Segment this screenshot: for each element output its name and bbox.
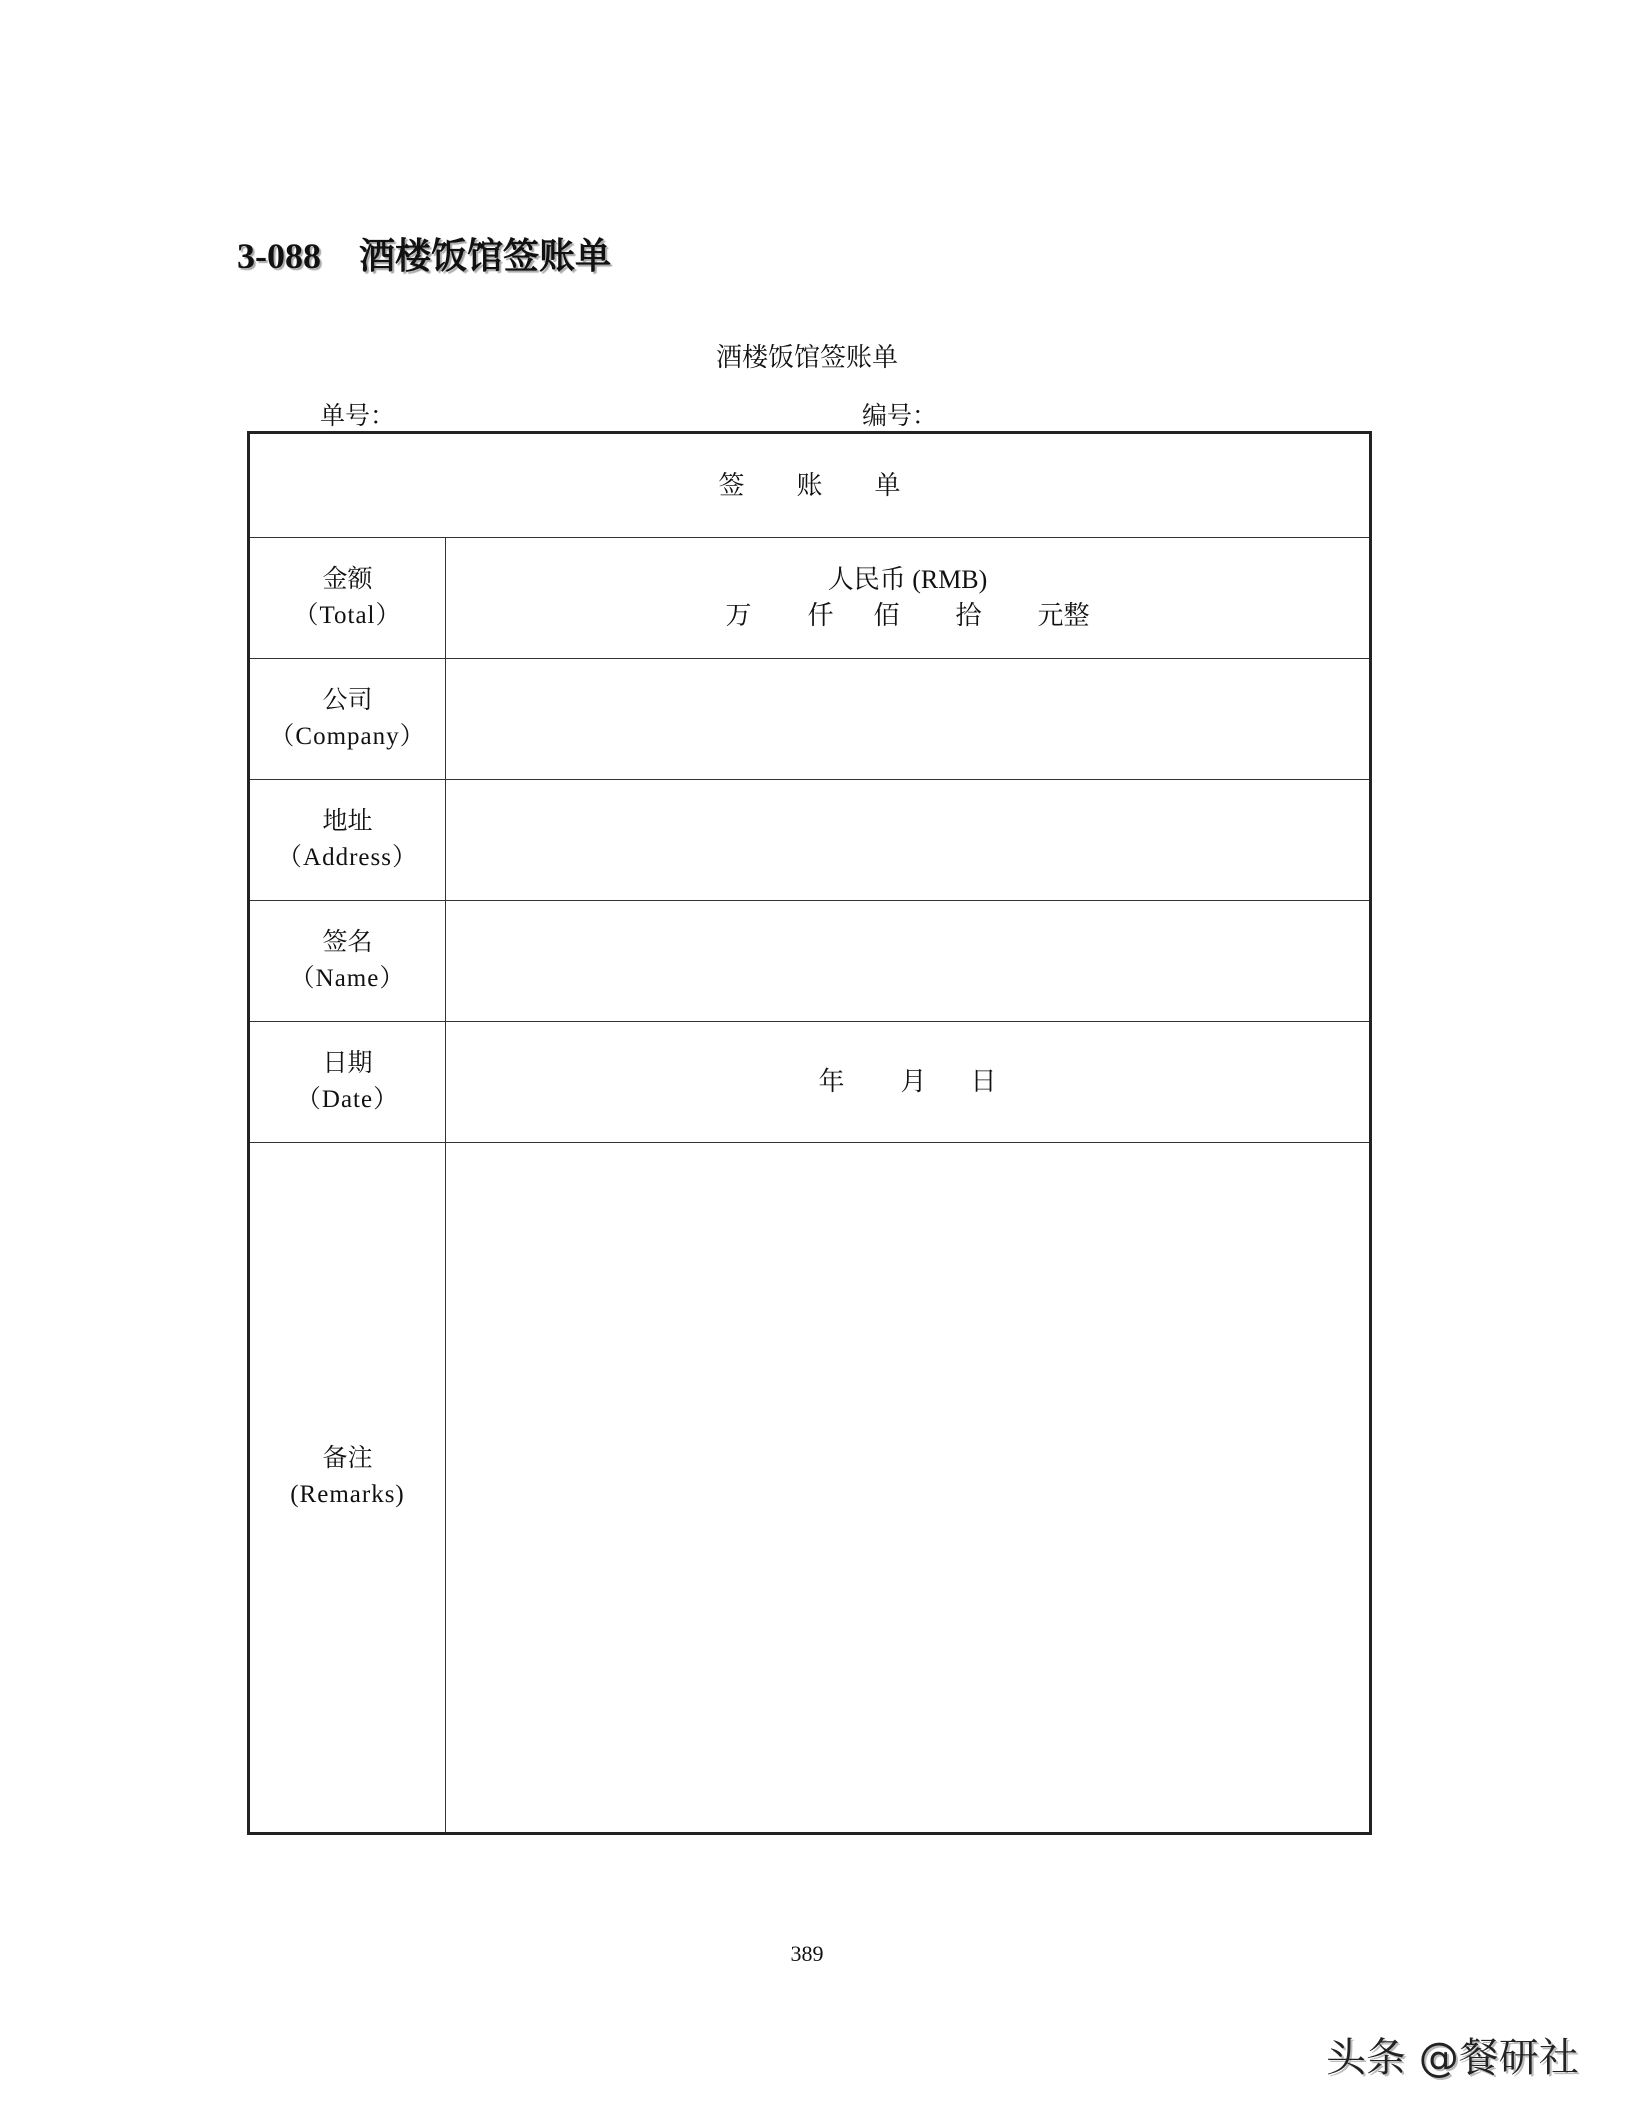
label-en: （Name） bbox=[289, 965, 406, 992]
row-divider bbox=[250, 537, 1369, 538]
section-number: 3-088 bbox=[237, 236, 321, 276]
label-cn: 金额 bbox=[322, 566, 373, 593]
label-name bbox=[250, 925, 445, 997]
label-company bbox=[250, 683, 445, 755]
form-title: 酒楼饭馆签账单 bbox=[715, 343, 898, 373]
label-en: (Remarks) bbox=[290, 1481, 405, 1508]
label-cn: 备注 bbox=[322, 1445, 373, 1472]
label-cn: 地址 bbox=[322, 808, 373, 835]
label-cn: 公司 bbox=[322, 687, 373, 714]
unit-wan: 万 bbox=[725, 601, 752, 630]
section-heading bbox=[237, 228, 611, 279]
label-cn: 签名 bbox=[322, 929, 373, 956]
label-cn: 日期 bbox=[322, 1050, 373, 1077]
date-year: 年 bbox=[818, 1067, 845, 1096]
header-char: 单 bbox=[874, 471, 901, 500]
label-en: （Address） bbox=[277, 844, 418, 871]
header-char: 签 bbox=[718, 471, 745, 500]
company-field[interactable] bbox=[446, 659, 1369, 779]
label-total bbox=[250, 562, 445, 634]
row-divider bbox=[250, 1021, 1369, 1022]
unit-bai: 佰 bbox=[873, 601, 900, 630]
label-remarks bbox=[250, 1441, 445, 1513]
label-date bbox=[250, 1046, 445, 1118]
name-field[interactable] bbox=[446, 901, 1369, 1021]
header-char: 账 bbox=[796, 471, 823, 500]
table-header bbox=[250, 434, 1369, 537]
label-en: （Company） bbox=[269, 723, 426, 750]
address-field[interactable] bbox=[446, 780, 1369, 900]
section-title: 酒楼饭馆签账单 bbox=[359, 236, 612, 276]
remarks-field[interactable] bbox=[446, 1143, 1369, 1832]
watermark: 头条 @餐研社 bbox=[1326, 2035, 1579, 2081]
label-en: （Date） bbox=[295, 1086, 400, 1113]
unit-shi: 拾 bbox=[955, 601, 982, 630]
page-number: 389 bbox=[790, 1941, 824, 1966]
label-en: （Total） bbox=[293, 602, 402, 629]
serial-number-label: 编号： bbox=[862, 403, 938, 430]
unit-qian: 仟 bbox=[807, 601, 834, 630]
date-day: 日 bbox=[970, 1067, 997, 1096]
label-address bbox=[250, 804, 445, 876]
amount-field[interactable] bbox=[446, 562, 1369, 634]
currency-label: 人民币 (RMB) bbox=[827, 565, 988, 594]
bill-table bbox=[247, 431, 1372, 1835]
amount-units bbox=[446, 598, 1369, 634]
unit-yuan: 元整 bbox=[1037, 601, 1090, 630]
date-month: 月 bbox=[900, 1067, 927, 1096]
bill-number-label: 单号： bbox=[320, 403, 396, 430]
date-field[interactable] bbox=[446, 1064, 1369, 1100]
